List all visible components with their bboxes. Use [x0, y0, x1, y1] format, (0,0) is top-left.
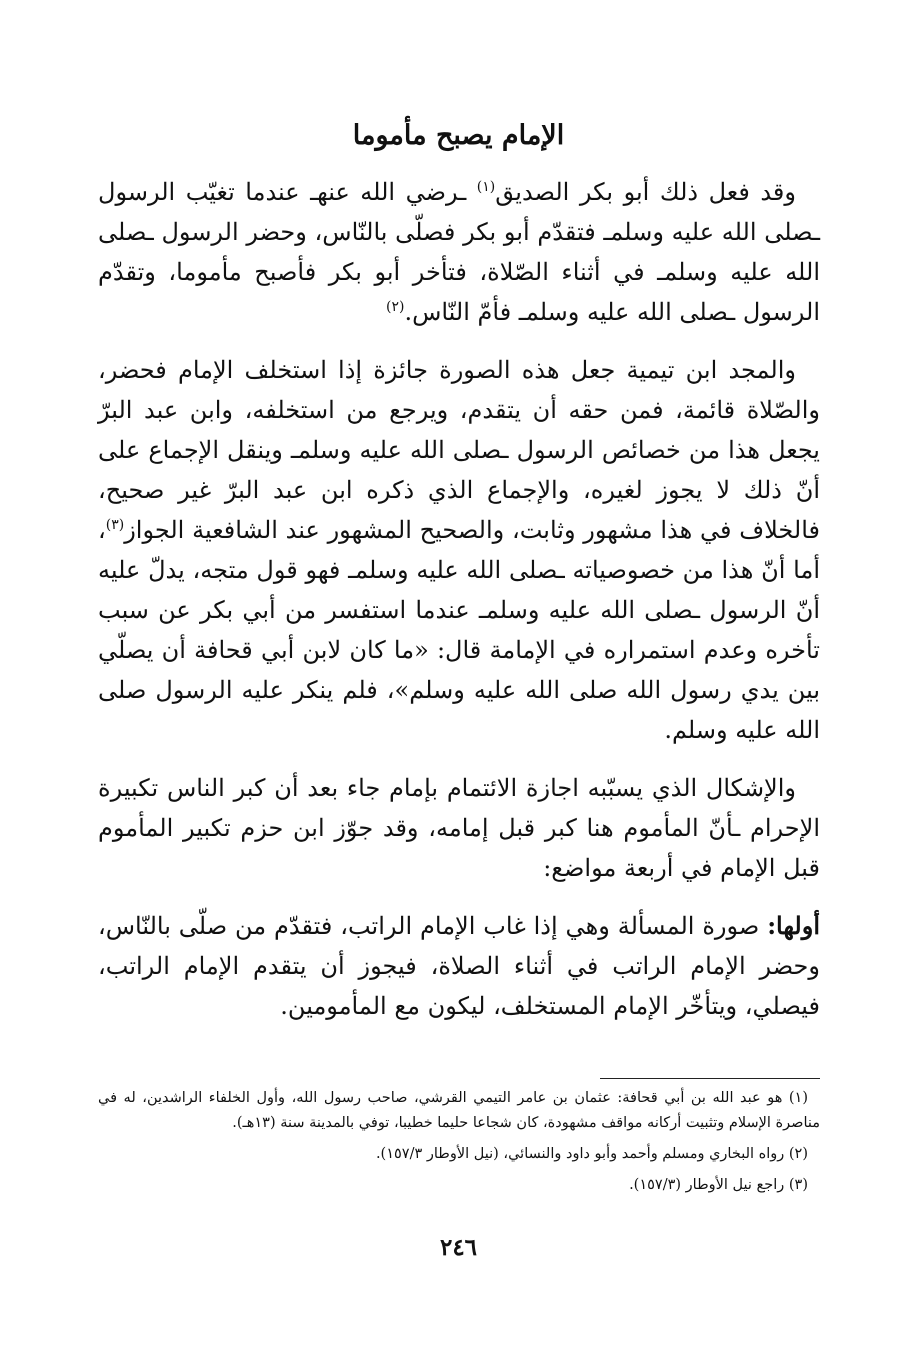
footnote-2: (٢) رواه البخاري ومسلم وأحمد وأبو داود والنسائي، (نيل الأوطار ١٥٧/٣). — [375, 1146, 808, 1162]
paragraph-4-lead: أولها: — [767, 911, 820, 940]
footnotes — [98, 1086, 820, 1204]
paragraph-1-text-b: ـرضي الله عنهـ عندما تغيّب الرسول ـصلى الله عليه وسلمـ فتقدّم أبو بكر فصلّى بالنّاس، وحضر الرسول ـصلى الله عليه وسلمـ في أثناء الصّلاة، فتأخر أبو بكر فأصبح مأموما، وتقدّم الرسول ـصلى الله عليه وسلمـ فأمّ النّاس. — [98, 178, 820, 326]
paragraph-3 — [98, 768, 820, 888]
paragraph-2 — [98, 350, 820, 750]
body-text — [98, 172, 820, 1044]
paragraph-2-text-a: والمجد ابن تيمية جعل هذه الصورة جائزة إذا استخلف الإمام فحضر، والصّلاة قائمة، فمن حقه أن يتقدم، ويرجع من استخلفه، وابن عبد البرّ يجعل هذا من خصائص الرسول ـصلى الله عليه وسلمـ وينقل الإجماع على أنّ ذلك لا يجوز لغيره، والإجماع الذي ذكره ابن عبد البرّ غير صحيح، فالخلاف في هذا مشهور وثابت، والصحيح المشهور عند الشافعية الجواز — [98, 356, 820, 544]
footnote-ref-1: (١) — [476, 179, 496, 195]
paragraph-2-text-b: ، أما أنّ هذا من خصوصياته ـصلى الله عليه وسلمـ فهو قول متجه، يدلّ عليه أنّ الرسول ـصلى الله عليه وسلمـ عندما استفسر من أبي بكر عن سبب تأخره وعدم استمراره في الإمامة قال: «ما كان لابن أبي قحافة أن يصلّي بين يدي رسول الله صلى الله عليه وسلم»، فلم ينكر عليه الرسول صلى الله عليه وسلم. — [98, 516, 820, 744]
footnote-3: (٣) راجع نيل الأوطار (١٥٧/٣). — [629, 1177, 808, 1193]
page-heading: الإمام يصبح مأموما — [352, 120, 565, 151]
footnote-ref-2: (٢) — [385, 299, 405, 315]
paragraph-1-text-a: وقد فعل ذلك أبو بكر الصديق — [495, 178, 796, 206]
paragraph-4 — [98, 906, 820, 1026]
footnote-1: (١) هو عبد الله بن أبي قحافة: عثمان بن عامر التيمي القرشي، صاحب رسول الله، وأول الخلفاء الراشدين، له في مناصرة الإسلام وتثبيت أركانه مواقف مشهودة، كان شجاعا حليما خطيبا، توفي بالمدينة سنة (١٣هـ). — [98, 1090, 820, 1131]
paragraph-1 — [98, 172, 820, 332]
paragraph-4-text: صورة المسألة وهي إذا غاب الإمام الراتب، فتقدّم من صلّى بالنّاس، وحضر الإمام الراتب في أثناء الصلاة، فيجوز أن يتقدم الإمام الراتب، فيصلي، ويتأخّر الإمام المستخلف، ليكون مع المأمومين. — [98, 912, 820, 1020]
page-number: ٢٤٦ — [439, 1234, 478, 1261]
paragraph-3-text: والإشكال الذي يسبّبه اجازة الائتمام بإمام جاء بعد أن كبر الناس تكبيرة الإحرام ـأنّ المأموم هنا كبر قبل إمامه، وقد جوّز ابن حزم تكبير المأموم قبل الإمام في أربعة مواضع: — [98, 774, 820, 882]
footnote-divider — [600, 1078, 820, 1079]
footnote-ref-3: (٣) — [105, 517, 125, 533]
